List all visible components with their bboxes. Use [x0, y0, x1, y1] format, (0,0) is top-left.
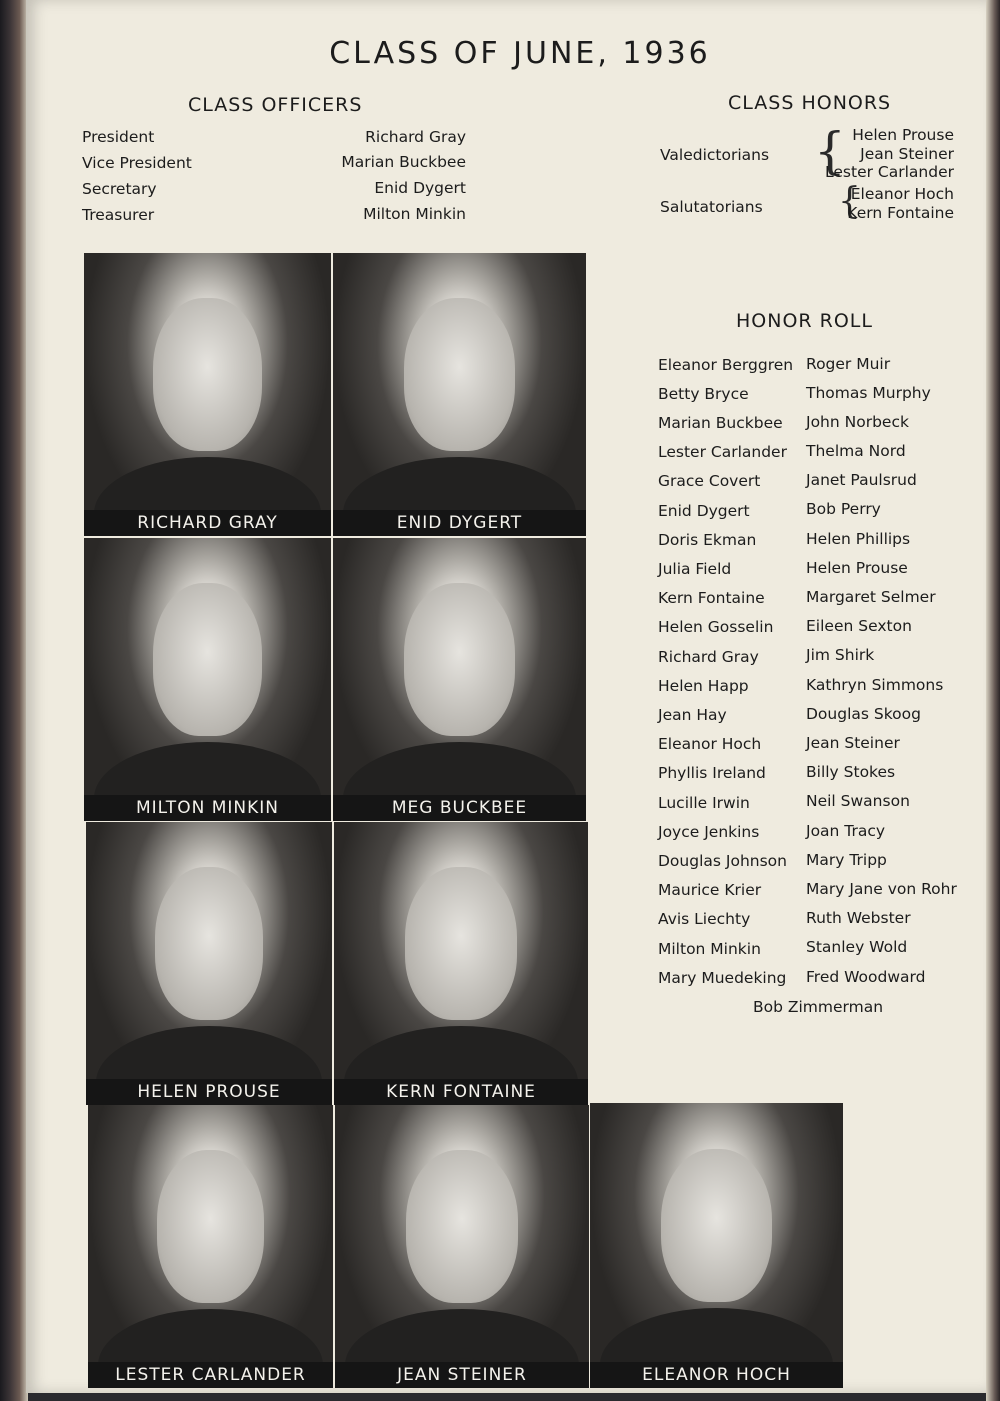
- honor-roll-name: Jim Shirk: [806, 646, 875, 664]
- portrait-photo: [84, 253, 331, 536]
- honor-roll-name: Avis Liechty: [658, 910, 751, 928]
- honor-roll-name: Doris Ekman: [658, 531, 757, 549]
- portrait-photo: [333, 538, 586, 821]
- honor-roll-name: Kathryn Simmons: [806, 676, 944, 694]
- honor-roll-name: Douglas Johnson: [658, 852, 787, 870]
- photo-caption: HELEN PROUSE: [86, 1079, 332, 1105]
- photo-caption: MEG BUCKBEE: [333, 795, 586, 821]
- honor-roll-name: Fred Woodward: [806, 968, 926, 986]
- honor-roll-name: Thelma Nord: [806, 442, 906, 460]
- honor-roll-name: Bob Perry: [806, 500, 881, 518]
- page-title: CLASS OF JUNE, 1936: [329, 36, 711, 71]
- honor-roll-name: Thomas Murphy: [806, 384, 931, 402]
- honor-roll-name: Mary Muedeking: [658, 969, 787, 987]
- honor-roll-name: Billy Stokes: [806, 763, 896, 781]
- honor-roll-name: Marian Buckbee: [658, 414, 783, 432]
- portrait-photo: [86, 822, 332, 1105]
- honor-roll-name: Mary Tripp: [806, 851, 887, 869]
- honor-roll-name: Kern Fontaine: [658, 589, 765, 607]
- portrait-face: [405, 867, 517, 1020]
- officer-name: Richard Gray: [365, 128, 466, 146]
- honor-roll-name: Helen Happ: [658, 677, 749, 695]
- honor-roll-name: Helen Prouse: [806, 559, 908, 577]
- portrait-face: [661, 1149, 772, 1303]
- photo-caption: ENID DYGERT: [333, 510, 586, 536]
- honor-roll-name: Neil Swanson: [806, 792, 910, 810]
- photo-caption: MILTON MINKIN: [84, 795, 331, 821]
- photo-caption: JEAN STEINER: [335, 1362, 589, 1388]
- officer-role: Secretary: [82, 180, 157, 198]
- portrait-photo: [333, 253, 586, 536]
- honor-roll-name: Roger Muir: [806, 355, 891, 373]
- valedictorians-label: Valedictorians: [660, 146, 770, 164]
- honor-roll-name: Eileen Sexton: [806, 617, 912, 635]
- portrait-photo: [84, 538, 331, 821]
- valedictorian-name: Jean Steiner: [860, 145, 954, 163]
- honor-roll-name: Betty Bryce: [658, 385, 749, 403]
- portrait-photo: [334, 822, 588, 1105]
- photo-caption: ELEANOR HOCH: [590, 1362, 843, 1388]
- honor-roll-name: Eleanor Hoch: [658, 735, 762, 753]
- honor-roll-name: Eleanor Berggren: [658, 356, 794, 374]
- page-edge: [986, 0, 1000, 1401]
- honor-roll-heading: HONOR ROLL: [736, 310, 873, 332]
- honor-roll-name: Bob Zimmerman: [753, 998, 884, 1016]
- officer-name: Enid Dygert: [374, 179, 466, 197]
- class-honors-heading: CLASS HONORS: [728, 92, 892, 114]
- honor-roll-name: Lester Carlander: [658, 443, 787, 461]
- brace-symbol: {: [814, 122, 846, 180]
- portrait-face: [157, 1150, 265, 1303]
- officer-role: President: [82, 128, 155, 146]
- honor-roll-name: Maurice Krier: [658, 881, 762, 899]
- honor-roll-name: Enid Dygert: [658, 502, 750, 520]
- officer-role: Treasurer: [82, 206, 155, 224]
- honor-roll-name: Julia Field: [658, 560, 732, 578]
- portrait-face: [153, 298, 262, 451]
- portrait-photo: [590, 1103, 843, 1388]
- honor-roll-name: Douglas Skoog: [806, 705, 921, 723]
- photo-caption: RICHARD GRAY: [84, 510, 331, 536]
- honor-roll-name: Stanley Wold: [806, 938, 908, 956]
- honor-roll-name: Jean Steiner: [806, 734, 900, 752]
- brace-symbol: {: [838, 181, 861, 222]
- honor-roll-name: Milton Minkin: [658, 940, 761, 958]
- honor-roll-name: Margaret Selmer: [806, 588, 936, 606]
- honor-roll-name: Jean Hay: [658, 706, 727, 724]
- honor-roll-name: Ruth Webster: [806, 909, 911, 927]
- portrait-face: [404, 583, 515, 736]
- honor-roll-name: Joyce Jenkins: [658, 823, 760, 841]
- officer-name: Marian Buckbee: [341, 153, 466, 171]
- honor-roll-name: Helen Phillips: [806, 530, 911, 548]
- honor-roll-name: Helen Gosselin: [658, 618, 774, 636]
- honor-roll-name: Grace Covert: [658, 472, 761, 490]
- honor-roll-name: Richard Gray: [658, 648, 759, 666]
- honor-roll-name: Janet Paulsrud: [806, 471, 917, 489]
- photo-caption: KERN FONTAINE: [334, 1079, 588, 1105]
- valedictorian-name: Lester Carlander: [825, 163, 954, 181]
- salutatorians-label: Salutatorians: [660, 198, 763, 216]
- portrait-face: [404, 298, 515, 451]
- portrait-face: [153, 583, 262, 736]
- honor-roll-name: Phyllis Ireland: [658, 764, 766, 782]
- photo-caption: LESTER CARLANDER: [88, 1362, 333, 1388]
- officer-name: Milton Minkin: [363, 205, 466, 223]
- portrait-photo: [88, 1105, 333, 1388]
- honor-roll-name: Joan Tracy: [806, 822, 886, 840]
- valedictorian-name: Helen Prouse: [852, 126, 954, 144]
- portrait-face: [155, 867, 263, 1020]
- portrait-photo: [335, 1105, 589, 1388]
- salutatorian-name: Kern Fontaine: [847, 204, 954, 222]
- class-officers-heading: CLASS OFFICERS: [188, 94, 363, 116]
- book-spine: [0, 0, 28, 1401]
- honor-roll-name: John Norbeck: [806, 413, 909, 431]
- portrait-face: [406, 1150, 518, 1303]
- officer-role: Vice President: [82, 154, 192, 172]
- honor-roll-name: Mary Jane von Rohr: [806, 880, 957, 898]
- salutatorian-name: Eleanor Hoch: [850, 185, 954, 203]
- honor-roll-name: Lucille Irwin: [658, 794, 750, 812]
